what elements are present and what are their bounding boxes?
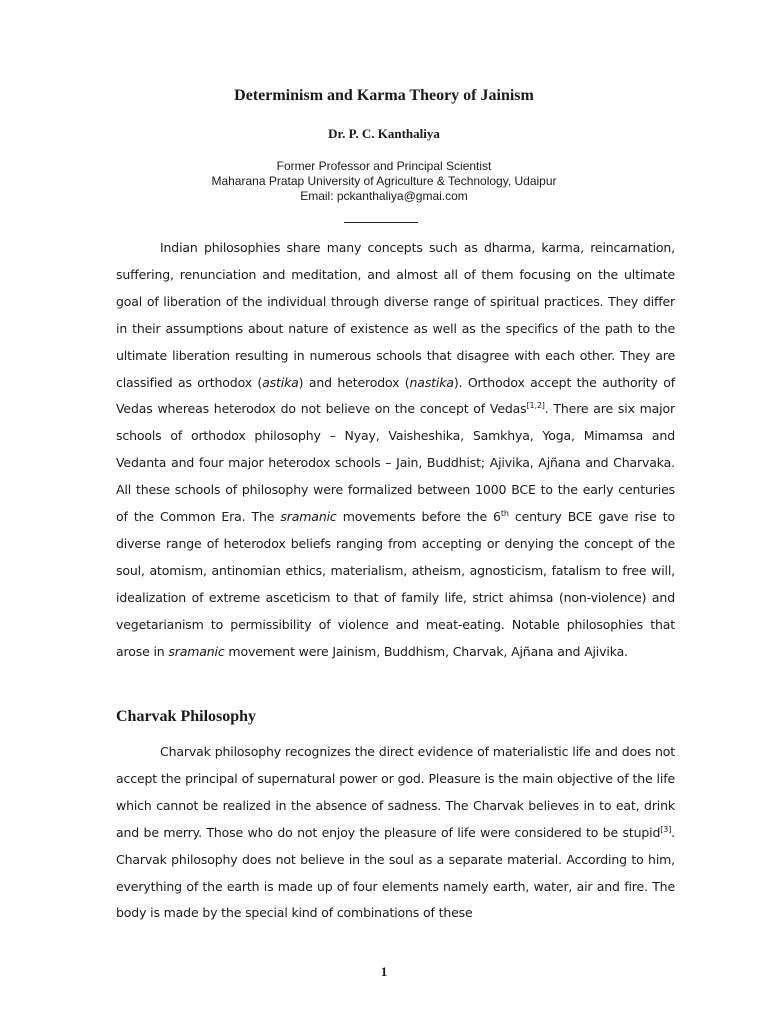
italic-term: sramanic — [280, 509, 337, 525]
text-run: Indian philosophies share many concepts such as dharma, karma, reincarnation, suffering, renunciation and meditation, and almost all of them focusing on the ultimate goal of liberation of the individual through diverse range of spiritual practices. They differ in their assumptions about nature of existence as well as the specifics of the path to the ultimate liberation resulting in numerous schools that disagree with each other. They are classified as orthodox ( — [116, 240, 675, 390]
section-heading: Charvak Philosophy — [116, 708, 257, 725]
text-run: . There are six major schools of orthodox philosophy – Nyay, Vaisheshika, Samkhya, Yoga, Mimamsa and Vedanta and four major heterodox schools – Jain, Buddhist; Ajivika, Ajñana and Charvaka. All these schools of philosophy were formalized between 1000 BCE to the early centuries of the Common Era. The — [116, 401, 675, 525]
document-title: Determinism and Karma Theory of Jainism — [234, 87, 534, 104]
italic-term: astika — [262, 374, 299, 390]
separator-line — [344, 222, 418, 223]
page-number: 1 — [380, 964, 388, 979]
text-run: ). Orthodox accept the authority of Vedas whereas heterodox do not believe on the concept of Vedas — [116, 374, 675, 417]
text-run: ) and heterodox ( — [298, 374, 410, 390]
author-name: Dr. P. C. Kanthaliya — [328, 126, 440, 141]
author-email: Email: pckanthaliya@gmai.com — [300, 189, 468, 203]
citation-superscript: th — [500, 508, 509, 518]
italic-term: sramanic — [168, 643, 225, 659]
italic-term: nastika — [409, 374, 454, 390]
affiliation-line-1: Former Professor and Principal Scientist — [276, 159, 492, 173]
text-run: . Charvak philosophy does not believe in the soul as a separate material. According to him, everything of the earth is made up of four elements namely earth, water, air and fire. The body is made by the special kind of combinations of these — [116, 824, 675, 921]
text-run: movements before the 6 — [336, 509, 501, 525]
citation-superscript: [3] — [660, 824, 672, 834]
citation-superscript: [1,2] — [526, 401, 545, 411]
author-affiliation — [0, 159, 768, 204]
charvak-paragraph — [116, 739, 675, 927]
text-run: Charvak philosophy recognizes the direct evidence of materialistic life and does not accept the principal of supernatural power or god. Pleasure is the main objective of the life which cannot be realized in the absence of sadness. The Charvak believes in to eat, drink and be merry. Those who do not enjoy the pleasure of life were considered to be stupid — [116, 744, 675, 840]
intro-paragraph — [116, 235, 675, 666]
text-run: movement were Jainism, Buddhism, Charvak, Ajñana and Ajivika. — [224, 643, 628, 659]
affiliation-line-2: Maharana Pratap University of Agriculture & Technology, Udaipur — [211, 174, 557, 188]
text-run: century BCE gave rise to diverse range of heterodox beliefs ranging from accepting or denying the concept of the soul, atomism, antinomian ethics, materialism, atheism, agnosticism, fatalism to free will, idealization of extreme asceticism to that of family life, strict ahimsa (non-violence) and vegetarianism to permissibility of violence and meat-eating. Notable philosophies that arose in — [116, 509, 675, 659]
